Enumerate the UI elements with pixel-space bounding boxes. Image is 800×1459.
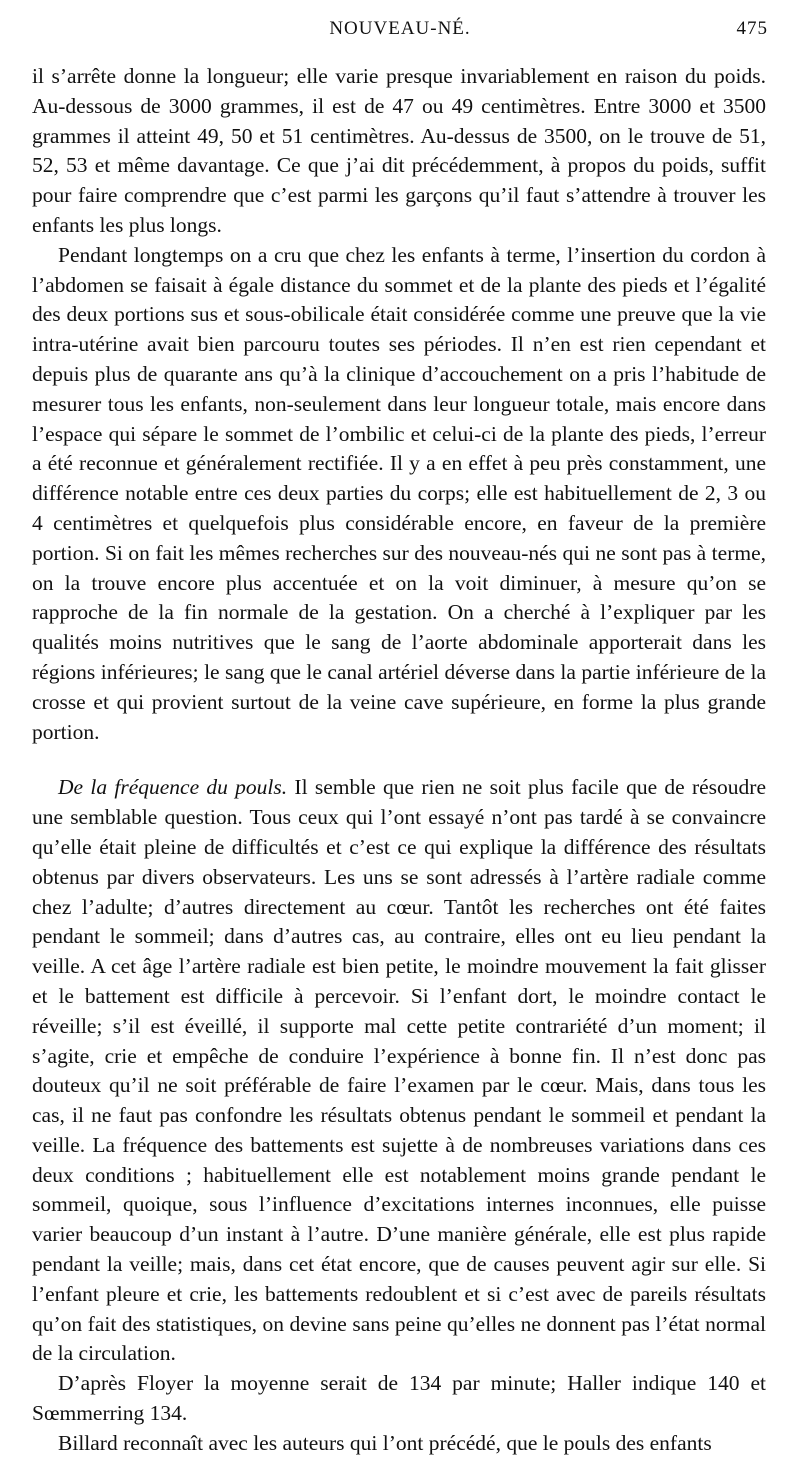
paragraph-pulse-text: Il semble que rien ne soit plus facile que de résoudre une semblable question. Tous ceux qui l’ont essayé n’ont pas tardé à se convaincre qu’elle était pleine de difficultés et c’est ce qui explique la différence des résultats obtenus par divers observateurs. Les uns se sont adressés à l’artère radiale comme chez l’adulte; d’autres directement au cœur. Tantôt les recherches ont été faites pendant le sommeil; dans d’autres cas, au contraire, elles ont eu lieu pendant la veille. A cet âge l’artère radiale est bien petite, le moindre mouvement la fait glisser et le battement est difficile à percevoir. Si l’enfant dort, le moindre contact le réveille; s’il est éveillé, il supporte mal cette petite contrariété d’un moment; il s’agite, crie et empêche de conduire l’expérience à bonne fin. Il n’est donc pas douteux qu’il ne soit préférable de faire l’examen par le cœur. Mais, dans tous les cas, il ne faut pas confondre les résultats obtenus pendant le sommeil et pendant la veille. La fréquence des battements est sujette à de nombreuses variations dans ces deux conditions ; habituellement elle est notablement moins grande pendant le sommeil, quoique, sous l’influence d’excitations internes inconnues, elle puisse varier beaucoup d’un instant à l’autre. D’une manière générale, elle est plus rapide pendant la veille; mais, dans cet état encore, que de causes peuvent agir sur elle. Si l’enfant pleure et crie, les battements redoublent et si c’est avec de pareils résultats qu’on fait des statistiques, on devine sans peine qu’elles ne donnent pas l’état normal de la circulation. [32, 775, 766, 1366]
running-title: NOUVEAU-NÉ. [329, 18, 471, 39]
section-heading-pulse: De la fréquence du pouls. [58, 775, 288, 800]
paragraph-floyer-haller: D’après Floyer la moyenne serait de 134 par minute; Haller indique 140 et Sœmmerring 134. [32, 1371, 766, 1426]
paragraph-billard: Billard reconnaît avec les auteurs qui l’ont précédé, que le pouls des enfants [58, 1430, 712, 1455]
paragraph-length: il s’arrête donne la longueur; elle varie presque invariablement en raison du poids. Au-dessous de 3000 grammes, il est de 47 ou 49 centimètres. Entre 3000 et 3500 grammes il atteint 49, 50 et 51 centimètres. Au-dessus de 3500, on le trouve de 51, 52, 53 et même davantage. Ce que j’ai dit précédemment, à propos du poids, suffit pour faire comprendre que c’est parmi les garçons qu’il faut s’attendre à trouver les enfants les plus longs. [32, 64, 766, 237]
running-header [30, 18, 770, 52]
paragraph-pulse-frequency [32, 773, 766, 1369]
page-number: 475 [736, 18, 768, 39]
body-text [32, 62, 766, 1459]
paragraph-umbilical-insertion: Pendant longtemps on a cru que chez les enfants à terme, l’insertion du cordon à l’abdomen se faisait à égale distance du sommet et de la plante des pieds et l’égalité des deux portions sus et sous-obilicale était considérée comme une preuve que la vie intra-utérine avait bien parcouru toutes ses périodes. Il n’en est rien cependant et depuis plus de quarante ans qu’à la clinique d’accouchement on a pris l’habitude de mesurer tous les enfants, non-seulement dans leur longueur totale, mais encore dans l’espace qui sépare le sommet de l’ombilic et celui-ci de la plante des pieds, l’erreur a été reconnue et généralement rectifiée. Il y a en effet à peu près constamment, une différence notable entre ces deux parties du corps; elle est habituellement de 2, 3 ou 4 centimètres et quelquefois plus considérable encore, en faveur de la première portion. Si on fait les mêmes recherches sur des nouveau-nés qui ne sont pas à terme, on la trouve encore plus accentuée et on la voit diminuer, à mesure qu’on se rapproche de la fin normale de la gestation. On a cherché à l’expliquer par les qualités moins nutritives que le sang de l’aorte abdominale apporterait dans les régions inférieures; le sang que le canal artériel déverse dans la partie inférieure de la crosse et qui provient surtout de la veine cave supérieure, en forme la plus grande portion. [32, 242, 766, 744]
